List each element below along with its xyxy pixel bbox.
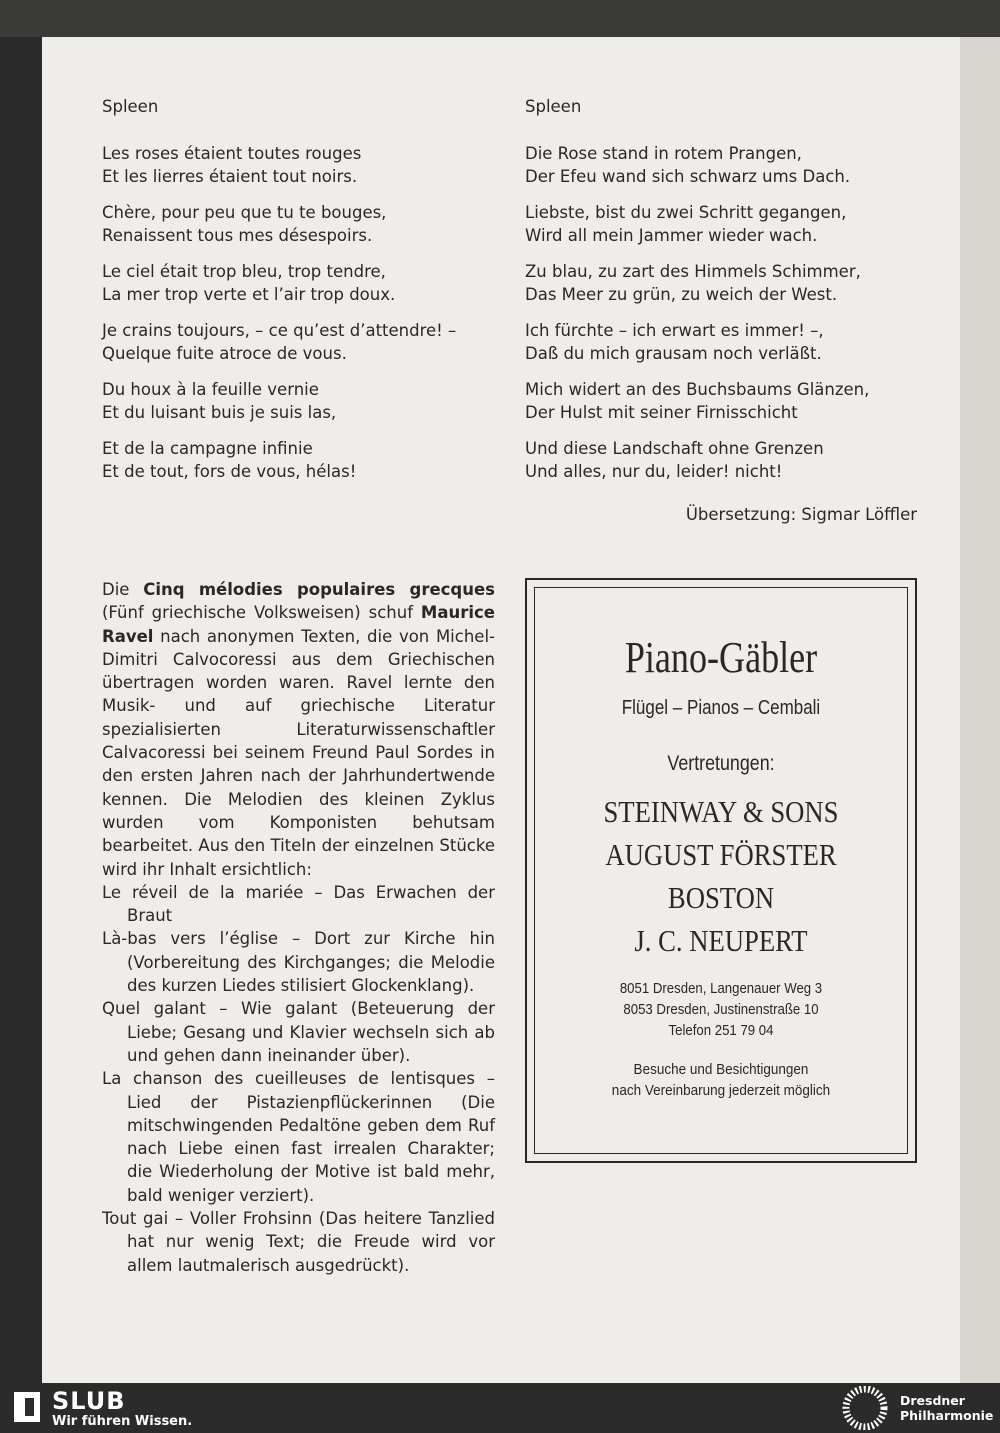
philharmonie-name[interactable] (900, 1393, 993, 1423)
poem-line: Zu blau, zu zart des Himmels Schimmer, (525, 262, 861, 281)
poem-line: Quelque fuite atroce de vous. (102, 344, 347, 363)
poem-line: Ich fürchte – ich erwart es immer! –, (525, 321, 824, 340)
poem-line: Wird all mein Jammer wieder wach. (525, 226, 818, 245)
work-title: Cinq mélodies populaires grecques (143, 580, 495, 599)
intro-text: Die (102, 580, 144, 599)
poem-line: Et du luisant buis je suis las, (102, 403, 337, 422)
poem-stanza (102, 142, 497, 188)
ad-visits-note (554, 1059, 889, 1101)
poem-french-title: Spleen (102, 97, 159, 116)
poem-german-title: Spleen (525, 97, 582, 116)
poem-line: Der Hulst mit seiner Firnisschicht (525, 403, 798, 422)
poem-line: Liebste, bist du zwei Schritt gegangen, (525, 203, 847, 222)
poem-stanza (102, 319, 497, 365)
ad-agencies-label: Vertretungen: (667, 752, 775, 775)
philharmonie-name-line: Philharmonie (900, 1408, 994, 1423)
poem-stanza (525, 437, 920, 483)
poem-stanza (525, 319, 920, 365)
translator-credit: Übersetzung: Sigmar Löffler (685, 505, 917, 524)
slub-logo-icon[interactable] (14, 1392, 40, 1422)
poem-line: La mer trop verte et l’air trop doux. (102, 285, 396, 304)
song-item: Tout gai – Voller Frohsinn (Das heitere Tanzlied hat nur wenig Text; die Freude wird vor allem lautmalerisch ausgedrückt). (102, 1209, 495, 1275)
scan-top-edge (0, 0, 1000, 37)
program-note (102, 578, 495, 1277)
intro-text: nach anonymen Texten, die von Michel-Dimitri Calvocoressi aus dem Griechischen übertragen worden waren. Ravel lernte den Musik- und auf griechische Literatur spezialisierten Literaturwissenschaftler Calvacoressi bei seinem Freund Paul Sordes in den ersten Jahren nach der Jahrhundertwende kennen. Die Melodien des kleinen Zyklus wurden vom Komponisten behutsam bearbeitet. Aus den Titeln der einzelnen Stücke wird ihr Inhalt ersichtlich: (102, 626, 495, 879)
slub-tagline: Wir führen Wissen. (52, 1414, 193, 1429)
ad-brand: J. C. NEUPERT (634, 923, 808, 958)
poem-line: Le ciel était trop bleu, trop tendre, (102, 262, 386, 281)
poem-line: Je crains toujours, – ce qu’est d’attendre! – (102, 321, 457, 340)
poem-stanza (102, 260, 497, 306)
ad-inner-frame (534, 587, 908, 1154)
poem-stanza (102, 437, 497, 483)
song-item: Quel galant – Wie galant (Beteuerung der Liebe; Gesang und Klavier wechseln sich ab und gehen dann ineinander über). (102, 999, 495, 1065)
poem-stanza (102, 378, 497, 424)
song-item: Là-bas vers l’église – Dort zur Kirche hin (Vorbereitung des Kirchganges; die Melodie des kurzen Liedes stilisiert Glockenklang). (102, 929, 495, 996)
poem-line: Et de tout, fors de vous, hélas! (102, 462, 357, 481)
piano-advertisement (525, 578, 917, 1163)
poem-stanza (102, 201, 497, 247)
poem-stanza (525, 260, 920, 306)
poem-line: Der Efeu wand sich schwarz ums Dach. (525, 167, 851, 186)
ad-subtitle: Flügel – Pianos – Cembali (621, 697, 821, 719)
ad-brand-list (535, 790, 907, 962)
poem-line: Die Rose stand in rotem Prangen, (525, 144, 802, 163)
ad-visits-line: nach Vereinbarung jederzeit möglich (611, 1082, 831, 1099)
ad-phone: Telefon 251 79 04 (668, 1022, 774, 1039)
poem-line: Et les lierres étaient tout noirs. (102, 167, 358, 186)
poem-line: Daß du mich grausam noch verläßt. (525, 344, 822, 363)
poem-line: Renaissent tous mes désespoirs. (102, 226, 373, 245)
poem-line: Mich widert an des Buchsbaums Glänzen, (525, 380, 870, 399)
poem-line: Et de la campagne infinie (102, 439, 313, 458)
slub-name[interactable]: SLUB (52, 1387, 126, 1415)
ad-brand: BOSTON (667, 880, 775, 915)
viewer-footer (0, 1383, 1000, 1433)
philharmonie-logo-icon[interactable] (842, 1386, 888, 1430)
poem-line: Und diese Landschaft ohne Grenzen (525, 439, 824, 458)
poem-line: Chère, pour peu que tu te bouges, (102, 203, 387, 222)
poem-german (525, 95, 920, 496)
ad-address: 8053 Dresden, Justinenstraße 10 (623, 1001, 819, 1018)
poem-line: Les roses étaient toutes rouges (102, 144, 362, 163)
song-item: Le réveil de la mariée – Das Erwachen der Braut (102, 882, 495, 926)
document-page (42, 37, 960, 1383)
poem-line: Du houx à la feuille vernie (102, 380, 319, 399)
intro-text: (Fünf griechische Volksweisen) schuf (102, 603, 421, 623)
poem-stanza (525, 201, 920, 247)
poem-line: Und alles, nur du, leider! nicht! (525, 462, 783, 481)
song-item: La chanson des cueilleuses de lentisques – Lied der Pistazienpflückerinnen (Die mitschwingenden Pedaltöne geben dem Ruf nach Liebe einen fast irrealen Charakter; die Wiederholung der Motive ist bald mehr, bald weniger verziert). (102, 1069, 495, 1205)
ad-title: Piano-Gäbler (624, 633, 818, 682)
poem-line: Das Meer zu grün, zu weich der West. (525, 285, 838, 304)
program-note-intro (102, 578, 495, 881)
ad-brand: STEINWAY & SONS (603, 794, 839, 829)
ad-address: 8051 Dresden, Langenauer Weg 3 (619, 980, 823, 997)
ad-contact (557, 978, 884, 1041)
poem-stanza (525, 142, 920, 188)
philharmonie-name-line: Dresdner (900, 1393, 965, 1408)
ad-brand: AUGUST FÖRSTER (605, 837, 837, 872)
scan-next-page-edge (960, 37, 1000, 1383)
ad-visits-line: Besuche und Besichtigungen (633, 1061, 809, 1078)
poem-french (102, 95, 497, 496)
composer-name: Maurice Ravel (102, 603, 495, 646)
poem-stanza (525, 378, 920, 424)
